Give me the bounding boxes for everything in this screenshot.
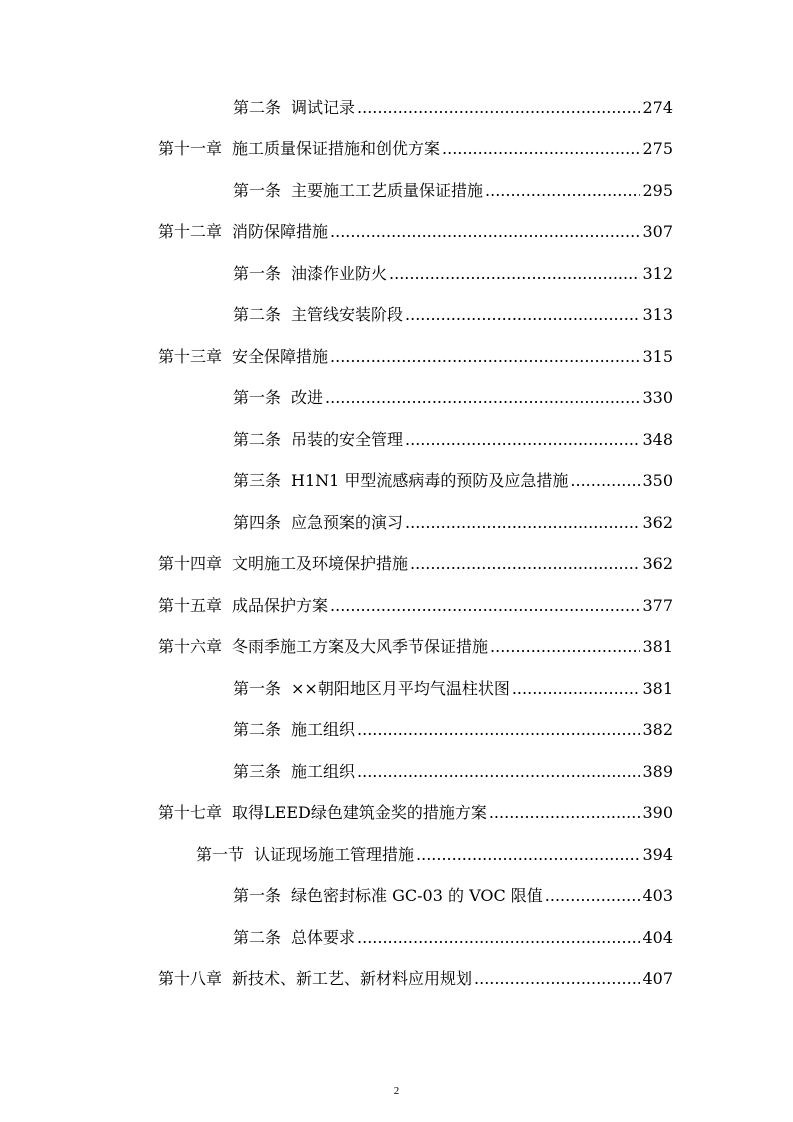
toc-leader-dots	[357, 720, 640, 740]
toc-entry-title: 应急预案的演习	[291, 512, 404, 532]
toc-leader-dots	[330, 596, 640, 616]
toc-leader-dots	[405, 430, 640, 450]
toc-entry-page: 362	[642, 554, 673, 574]
toc-leader-dots	[416, 845, 640, 865]
toc-entry[interactable]	[0, 751, 793, 793]
toc-entry-number: 第二条	[233, 429, 282, 449]
toc-entry[interactable]	[0, 295, 793, 337]
toc-entry-title: 文明施工及环境保护措施	[232, 554, 409, 574]
toc-entry[interactable]	[0, 212, 793, 254]
toc-entry-number: 第二条	[233, 97, 282, 117]
toc-entry-number: 第十一章	[158, 139, 223, 159]
toc-entry-title: 消防保障措施	[232, 222, 329, 242]
toc-entry-page: 313	[642, 305, 673, 325]
toc-entry[interactable]	[0, 668, 793, 710]
toc-entry[interactable]	[0, 585, 793, 627]
toc-entry-number: 第十六章	[158, 637, 223, 657]
toc-entry-title: 改进	[291, 388, 324, 408]
toc-leader-dots	[330, 347, 640, 367]
toc-leader-dots	[405, 513, 640, 533]
toc-entry-page: 274	[642, 97, 673, 117]
toc-entry-number: 第二条	[233, 720, 282, 740]
toc-entry-number: 第二条	[233, 927, 282, 947]
toc-entry[interactable]	[0, 170, 793, 212]
toc-entry[interactable]	[0, 87, 793, 129]
toc-entry[interactable]	[0, 959, 793, 1001]
toc-entry[interactable]	[0, 378, 793, 420]
toc-entry-title: 主管线安装阶段	[291, 305, 404, 325]
toc-entry-number: 第一条	[233, 678, 282, 698]
toc-entry-number: 第十七章	[158, 803, 223, 823]
toc-entry[interactable]	[0, 834, 793, 876]
toc-entry-title: 调试记录	[291, 97, 356, 117]
toc-entry[interactable]	[0, 253, 793, 295]
toc-entry-page: 377	[642, 595, 673, 615]
toc-entry-page: 362	[642, 512, 673, 532]
toc-entry-page: 403	[642, 886, 673, 906]
toc-entry-title: 安全保障措施	[232, 346, 329, 366]
toc-entry-title: H1N1 甲型流感病毒的预防及应急措施	[291, 471, 569, 491]
toc-leader-dots	[570, 471, 640, 491]
toc-leader-dots	[325, 388, 640, 408]
toc-entry-title: 油漆作业防火	[291, 263, 388, 283]
toc-entry-number: 第十五章	[158, 595, 223, 615]
toc-entry-page: 330	[642, 388, 673, 408]
toc-leader-dots	[489, 803, 641, 823]
toc-entry-title: 吊装的安全管理	[291, 429, 404, 449]
toc-entry-title: 总体要求	[291, 927, 356, 947]
table-of-contents	[0, 87, 793, 1000]
toc-leader-dots	[405, 305, 640, 325]
toc-entry-number: 第一条	[233, 180, 282, 200]
toc-entry-title: 施工组织	[291, 761, 356, 781]
toc-entry[interactable]	[0, 502, 793, 544]
toc-entry[interactable]	[0, 793, 793, 835]
toc-entry-page: 407	[642, 969, 673, 989]
toc-entry-title: 成品保护方案	[232, 595, 329, 615]
toc-entry-number: 第三条	[233, 471, 282, 491]
toc-entry-page: 381	[642, 678, 673, 698]
toc-leader-dots	[410, 554, 640, 574]
toc-entry-number: 第四条	[233, 512, 282, 532]
toc-entry-number: 第一条	[233, 886, 282, 906]
toc-entry-title: 施工组织	[291, 720, 356, 740]
toc-entry-page: 382	[642, 720, 673, 740]
page-number: 2	[393, 1085, 400, 1097]
toc-entry-page: 307	[642, 222, 673, 242]
toc-entry-number: 第十三章	[158, 346, 223, 366]
toc-entry[interactable]	[0, 419, 793, 461]
toc-entry-page: 295	[642, 180, 673, 200]
toc-entry-page: 275	[642, 139, 673, 159]
toc-entry[interactable]	[0, 917, 793, 959]
toc-entry-page: 348	[642, 429, 673, 449]
toc-entry-page: 404	[642, 927, 673, 947]
toc-entry-title: 取得LEED绿色建筑金奖的措施方案	[232, 803, 487, 823]
toc-entry-page: 394	[642, 844, 673, 864]
toc-entry-title: 绿色密封标准 GC-03 的 VOC 限值	[291, 886, 543, 906]
toc-entry-title: 主要施工工艺质量保证措施	[291, 180, 484, 200]
toc-entry-title: 认证现场施工管理措施	[254, 844, 415, 864]
toc-leader-dots	[474, 969, 640, 989]
toc-entry[interactable]	[0, 544, 793, 586]
toc-entry-page: 312	[642, 263, 673, 283]
toc-entry-page: 390	[642, 803, 673, 823]
toc-entry-number: 第三条	[233, 761, 282, 781]
toc-leader-dots	[512, 679, 641, 699]
toc-entry-title: 新技术、新工艺、新材料应用规划	[232, 969, 473, 989]
toc-entry-page: 315	[642, 346, 673, 366]
toc-entry-page: 389	[642, 761, 673, 781]
toc-leader-dots	[490, 637, 640, 657]
toc-leader-dots	[357, 98, 640, 118]
toc-entry-number: 第一节	[196, 844, 245, 864]
toc-entry-number: 第十八章	[158, 969, 223, 989]
toc-leader-dots	[442, 139, 640, 159]
toc-entry[interactable]	[0, 336, 793, 378]
toc-entry-number: 第十二章	[158, 222, 223, 242]
toc-leader-dots	[357, 762, 640, 782]
toc-entry-number: 第一条	[233, 388, 282, 408]
toc-leader-dots	[330, 222, 640, 242]
toc-entry[interactable]	[0, 627, 793, 669]
toc-entry-title: 冬雨季施工方案及大风季节保证措施	[232, 637, 489, 657]
toc-leader-dots	[545, 886, 641, 906]
toc-entry-page: 381	[642, 637, 673, 657]
toc-entry-number: 第一条	[233, 263, 282, 283]
toc-leader-dots	[485, 181, 640, 201]
toc-entry[interactable]	[0, 129, 793, 171]
toc-entry-number: 第二条	[233, 305, 282, 325]
toc-leader-dots	[357, 928, 640, 948]
toc-entry-title: ××朝阳地区月平均气温柱状图	[291, 678, 510, 698]
toc-entry-number: 第十四章	[158, 554, 223, 574]
toc-entry[interactable]	[0, 876, 793, 918]
toc-entry-page: 350	[642, 471, 673, 491]
toc-leader-dots	[389, 264, 640, 284]
toc-entry-title: 施工质量保证措施和创优方案	[232, 139, 441, 159]
toc-entry[interactable]	[0, 710, 793, 752]
toc-entry[interactable]	[0, 461, 793, 503]
